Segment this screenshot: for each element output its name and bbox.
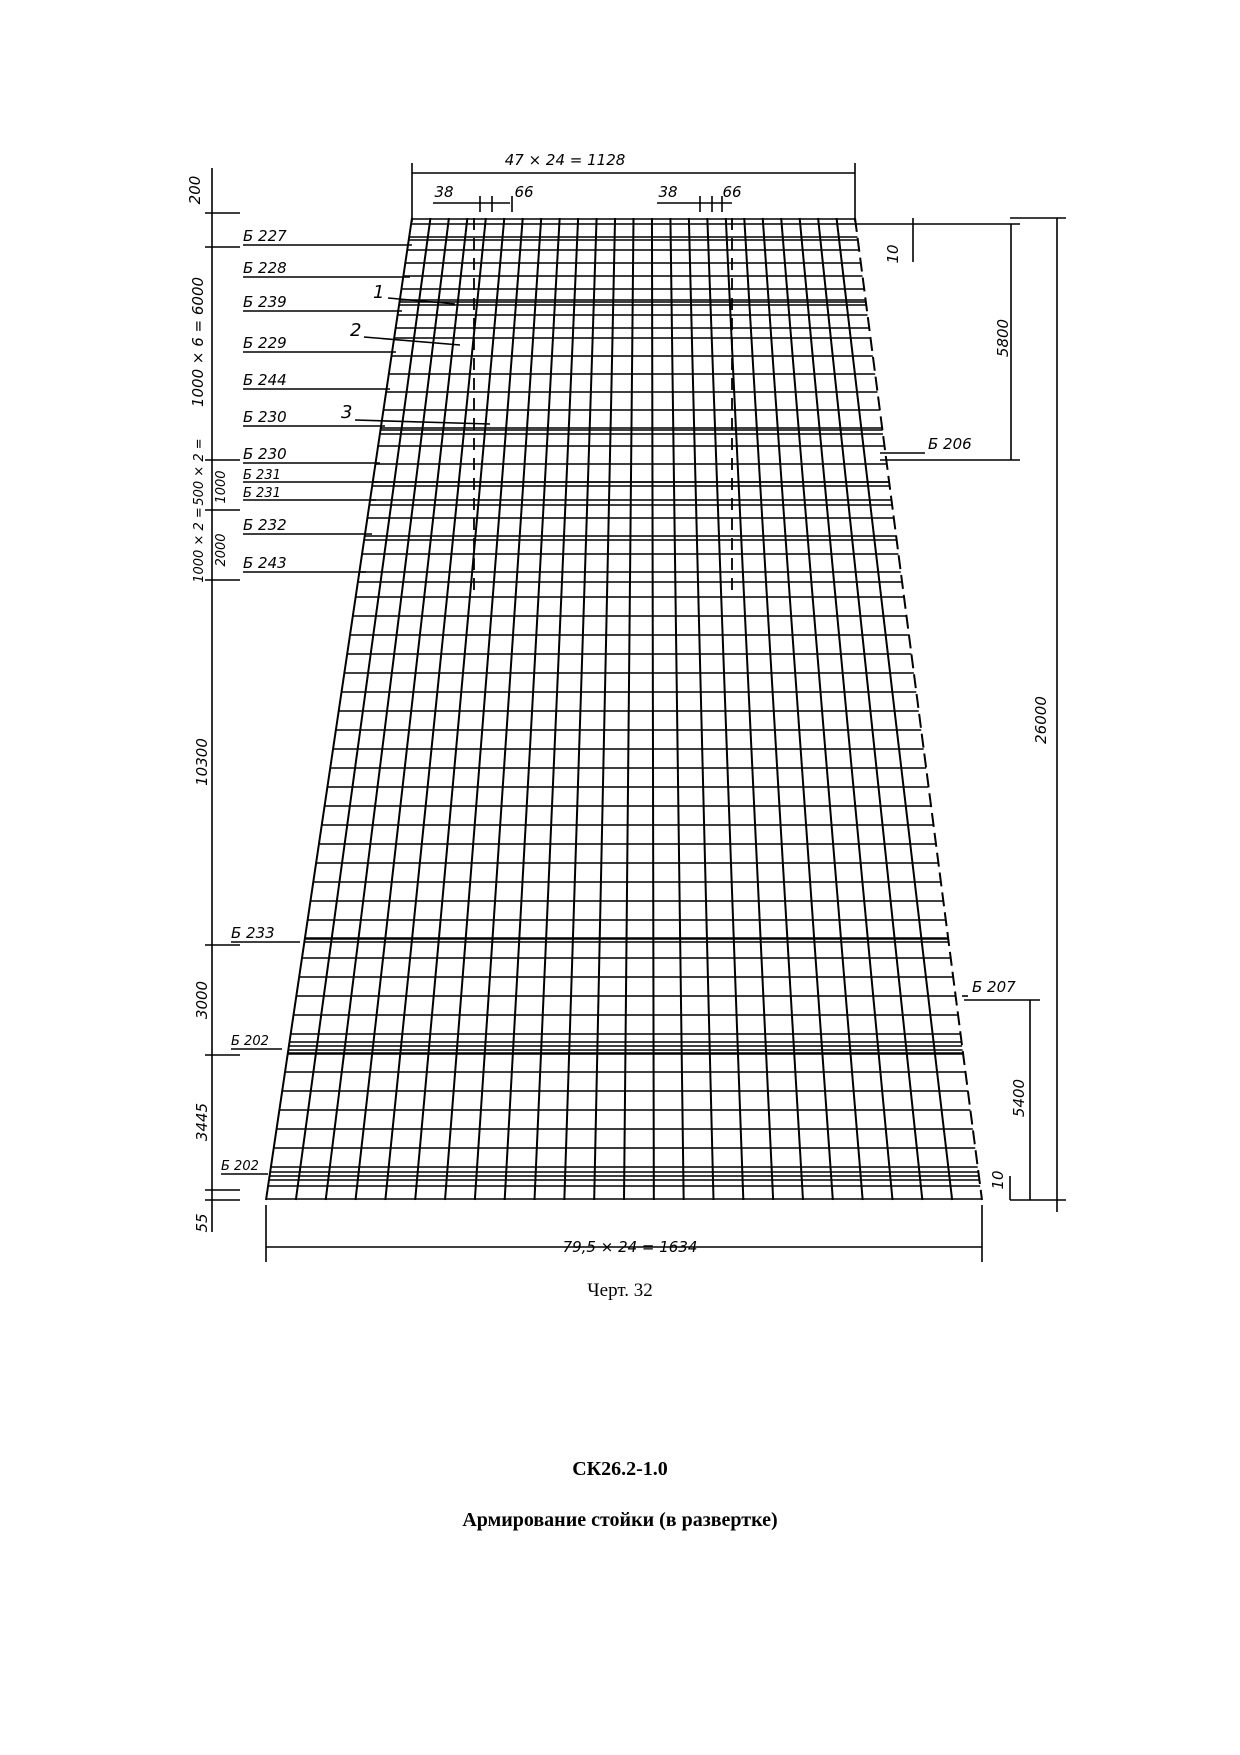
left-dim-3445: 3445 xyxy=(193,1102,211,1142)
figure-caption: Черт. 32 xyxy=(587,1280,653,1301)
bar-mark-b231a: Б 231 xyxy=(243,468,281,483)
callout-1: 1 xyxy=(373,282,385,303)
top-dimension-label: 47 × 24 = 1128 xyxy=(504,151,626,169)
left-dim-500x2: 500 × 2 = xyxy=(192,438,207,506)
document-code: СК26.2-1.0 xyxy=(572,1458,668,1480)
top-small-dim-66a: 66 xyxy=(514,183,534,201)
left-dim-1000: 1000 xyxy=(214,470,229,504)
bar-mark-b232: Б 232 xyxy=(243,516,287,534)
left-dim-1000x2: 1000 × 2 = xyxy=(192,507,207,583)
top-small-dim-38a: 38 xyxy=(434,183,454,201)
top-small-dim-66b: 66 xyxy=(722,183,742,201)
bar-mark-b202a: Б 202 xyxy=(231,1034,269,1049)
bar-mark-b206: Б 206 xyxy=(928,435,972,453)
bar-mark-b231b: Б 231 xyxy=(243,486,281,501)
callout-2: 2 xyxy=(350,320,362,341)
right-dim-26000: 26000 xyxy=(1032,696,1050,744)
top-small-dim-38b: 38 xyxy=(658,183,678,201)
bottom-dimension-label: 79,5 × 24 = 1634 xyxy=(562,1238,698,1256)
right-dim-5800: 5800 xyxy=(994,318,1012,358)
bar-mark-b207: Б 207 xyxy=(972,978,1016,996)
bar-mark-b227: Б 227 xyxy=(243,227,287,245)
bar-mark-b228: Б 228 xyxy=(243,259,287,277)
left-dim-6000: 1000 × 6 = 6000 xyxy=(189,276,207,408)
bar-mark-b230b: Б 230 xyxy=(243,445,287,463)
bar-mark-b202b: Б 202 xyxy=(221,1159,259,1174)
left-dim-10300: 10300 xyxy=(193,738,211,786)
callout-3: 3 xyxy=(341,402,353,423)
right-dim-10-top: 10 xyxy=(884,244,902,264)
bar-mark-b244: Б 244 xyxy=(243,371,287,389)
right-dim-5400: 5400 xyxy=(1010,1078,1028,1118)
reinforcement-mesh xyxy=(266,218,982,1200)
left-dim-2000: 2000 xyxy=(214,533,229,567)
left-dim-200: 200 xyxy=(186,175,204,205)
bar-mark-b243: Б 243 xyxy=(243,554,287,572)
bar-mark-b233: Б 233 xyxy=(231,924,275,942)
bar-mark-b229: Б 229 xyxy=(243,334,287,352)
left-dim-3000: 3000 xyxy=(193,980,211,1020)
bar-mark-b230a: Б 230 xyxy=(243,408,287,426)
bar-mark-b239: Б 239 xyxy=(243,293,287,311)
document-title: Армирование стойки (в развертке) xyxy=(462,1509,778,1531)
left-dim-55: 55 xyxy=(193,1213,211,1233)
right-dim-10-bottom: 10 xyxy=(989,1170,1007,1190)
